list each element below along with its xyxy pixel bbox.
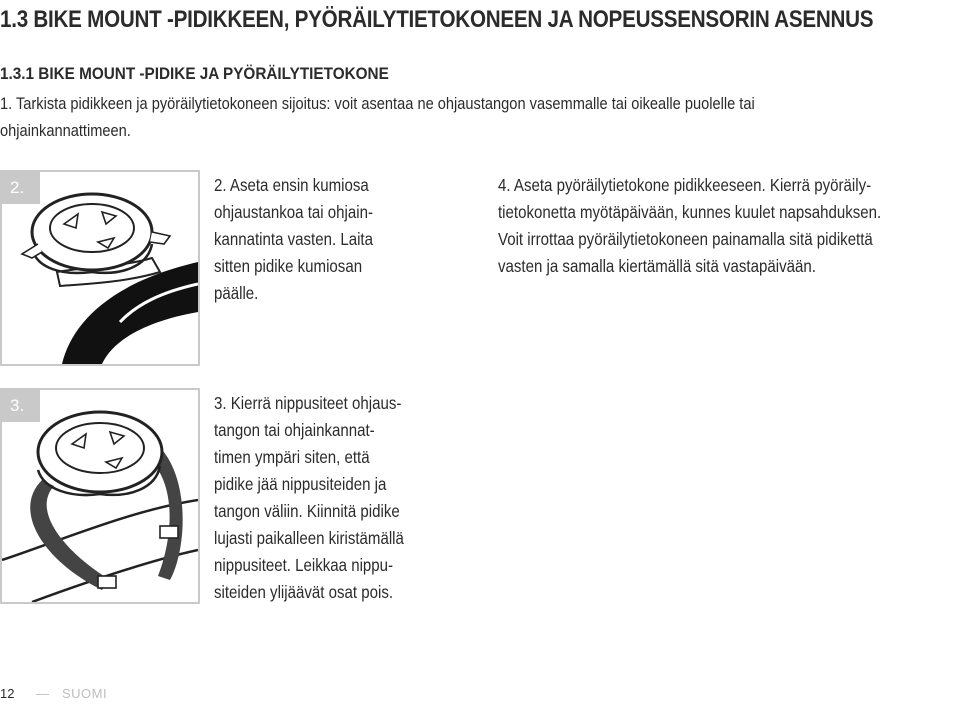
step2-line: sitten pidike kumiosan — [214, 256, 363, 276]
step4-line: tietokonetta myötäpäivään, kunnes kuulet napsahduksen. — [498, 202, 882, 222]
section-title: 1.3 BIKE MOUNT -PIDIKKEEN, PYÖRÄILYTIETOKONEEN JA NOPEUSSENSORIN ASENNUS — [0, 6, 874, 33]
mount-side-slot — [22, 244, 42, 258]
step4-line: 4. Aseta pyöräilytietokone pidikkeeseen. Kierrä pyöräily- — [498, 175, 872, 195]
footer-dash: — — [36, 686, 49, 701]
step4-text — [498, 172, 960, 280]
page-number: 12 — [0, 686, 15, 701]
step2-line: päälle. — [214, 283, 259, 303]
step3-line: tangon tai ohjainkannat- — [214, 420, 375, 440]
step2-line: kannatinta vasten. Laita — [214, 229, 373, 249]
step3-line: tangon väliin. Kiinnitä pidike — [214, 501, 400, 521]
step2-illustration — [0, 170, 200, 366]
intro-line: 1. Tarkista pidikkeen ja pyöräilytietokoneen sijoitus: voit asentaa ne ohjaustangon vasemmalle tai oikealle puolelle tai — [0, 94, 755, 113]
intro-paragraph — [0, 90, 886, 144]
step4-line: vasten ja samalla kiertämällä sitä vastapäivään. — [498, 256, 816, 276]
cable-tie-lock — [98, 576, 116, 588]
step3-line: pidike jää nippusiteiden ja — [214, 474, 387, 494]
step2-line: ohjaustankoa tai ohjain- — [214, 202, 373, 222]
step3-line: timen ympäri siten, että — [214, 447, 370, 467]
cable-ties-illustration — [2, 390, 198, 602]
step3-badge: 3. — [2, 390, 40, 422]
step3-text — [214, 390, 472, 606]
subsection-title: 1.3.1 BIKE MOUNT -PIDIKE JA PYÖRÄILYTIETOKONE — [0, 64, 389, 83]
mount-inner-ring — [50, 204, 134, 252]
step3-line: 3. Kierrä nippusiteet ohjaus- — [214, 393, 402, 413]
cable-tie-lock — [160, 526, 178, 538]
mount-inner-ring — [56, 423, 144, 473]
mount-rubber-illustration — [2, 172, 198, 364]
step2-badge: 2. — [2, 172, 40, 204]
step3-line: siteiden ylijäävät osat pois. — [214, 582, 394, 602]
intro-line: ohjainkannattimeen. — [0, 121, 131, 140]
step3-illustration — [0, 388, 200, 604]
step3-line: lujasti paikalleen kiristämällä — [214, 528, 404, 548]
step2-text — [214, 172, 438, 307]
footer-language: SUOMI — [62, 686, 108, 701]
step3-line: nippusiteet. Leikkaa nippu- — [214, 555, 394, 575]
step2-line: 2. Aseta ensin kumiosa — [214, 175, 369, 195]
step4-line: Voit irrottaa pyöräilytietokoneen painamalla sitä pidikettä — [498, 229, 873, 249]
mount-side-slot — [150, 232, 170, 244]
